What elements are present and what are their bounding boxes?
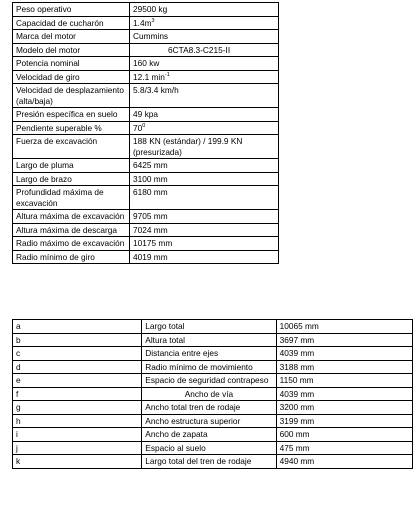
- spec-label: Velocidad de giro: [13, 70, 130, 84]
- spec-value-superscript: 0: [142, 122, 146, 129]
- table-row: [13, 159, 279, 173]
- dimension-value: 4039 mm: [276, 387, 412, 401]
- dimension-description: Radio mínimo de movimiento: [142, 360, 276, 374]
- dimension-description: Altura total: [142, 333, 276, 347]
- dimension-description: Espacio al suelo: [142, 441, 276, 455]
- dimension-code: f: [13, 387, 142, 401]
- dimension-value: 3188 mm: [276, 360, 412, 374]
- table-row: [13, 401, 413, 415]
- table-row: [13, 70, 279, 84]
- spec-value: 7024 mm: [130, 223, 279, 237]
- dimension-value: 3200 mm: [276, 401, 412, 415]
- table-row: [13, 30, 279, 44]
- dimension-code: b: [13, 333, 142, 347]
- spec-value: 4019 mm: [130, 250, 279, 264]
- spec-value: 6CTA8.3-C215-II: [130, 43, 279, 57]
- spec-label: Largo de pluma: [13, 159, 130, 173]
- dimension-value: 3697 mm: [276, 333, 412, 347]
- dimension-description: Ancho total tren de rodaje: [142, 401, 276, 415]
- spec-value: 6180 mm: [130, 186, 279, 210]
- spec-value-main: 70: [133, 122, 143, 133]
- spec-label: Capacidad de cucharón: [13, 16, 130, 30]
- spec-value: 3100 mm: [130, 172, 279, 186]
- dimension-code: a: [13, 320, 142, 334]
- table-row: [13, 333, 413, 347]
- dimensions-table: [12, 319, 413, 469]
- spec-value: Cummins: [130, 30, 279, 44]
- spec-label: Marca del motor: [13, 30, 130, 44]
- dimension-description: Espacio de seguridad contrapeso: [142, 374, 276, 388]
- spec-value: [130, 121, 279, 135]
- dimension-code: g: [13, 401, 142, 415]
- dimension-description: Largo total: [142, 320, 276, 334]
- table-row: [13, 121, 279, 135]
- spec-value: 6425 mm: [130, 159, 279, 173]
- specifications-table: [12, 2, 279, 264]
- spec-label: Modelo del motor: [13, 43, 130, 57]
- table-row: [13, 250, 279, 264]
- spec-label: Potencia nominal: [13, 57, 130, 71]
- dimension-code: j: [13, 441, 142, 455]
- table-row: [13, 172, 279, 186]
- dimension-code: c: [13, 347, 142, 361]
- dimension-value: 4940 mm: [276, 455, 412, 469]
- table-row: [13, 360, 413, 374]
- table-row: [13, 320, 413, 334]
- spec-label: Velocidad de desplazamiento (alta/baja): [13, 84, 130, 108]
- table-row: [13, 43, 279, 57]
- table-row: [13, 3, 279, 17]
- spec-value: 5.8/3.4 km/h: [130, 84, 279, 108]
- spec-label: Altura máxima de excavación: [13, 210, 130, 224]
- table-row: [13, 237, 279, 251]
- table-row: [13, 455, 413, 469]
- spec-value: 9705 mm: [130, 210, 279, 224]
- dimension-value: 4039 mm: [276, 347, 412, 361]
- dimension-value: 600 mm: [276, 428, 412, 442]
- dimension-value: 10065 mm: [276, 320, 412, 334]
- dimension-description: Ancho estructura superior: [142, 414, 276, 428]
- spec-label: Pendiente superable %: [13, 121, 130, 135]
- spec-value: 160 kw: [130, 57, 279, 71]
- spec-value-main: 12.1 min: [133, 71, 165, 82]
- spec-label: Peso operativo: [13, 3, 130, 17]
- table-row: [13, 108, 279, 122]
- spec-label: Radio mínimo de giro: [13, 250, 130, 264]
- spec-label: Fuerza de excavación: [13, 135, 130, 159]
- dimension-description: Ancho de zapata: [142, 428, 276, 442]
- dimension-value: 3199 mm: [276, 414, 412, 428]
- table-row: [13, 186, 279, 210]
- spec-value-main: 1.4m: [133, 17, 152, 28]
- table-row: [13, 210, 279, 224]
- table-row: [13, 84, 279, 108]
- dimension-description: Largo total del tren de rodaje: [142, 455, 276, 469]
- table-row: [13, 57, 279, 71]
- spec-value: 29500 kg: [130, 3, 279, 17]
- dimension-code: i: [13, 428, 142, 442]
- spec-value: 49 kpa: [130, 108, 279, 122]
- spec-value-superscript: -1: [164, 71, 170, 78]
- dimension-code: h: [13, 414, 142, 428]
- spec-label: Profundidad máxima de excavación: [13, 186, 130, 210]
- spec-label: Altura máxima de descarga: [13, 223, 130, 237]
- table-row: [13, 441, 413, 455]
- dimension-description: Distancia entre ejes: [142, 347, 276, 361]
- spec-value-superscript: 3: [151, 17, 155, 24]
- table-row: [13, 374, 413, 388]
- dimension-description: Ancho de vía: [142, 387, 276, 401]
- table-row: [13, 16, 279, 30]
- dimension-code: d: [13, 360, 142, 374]
- spec-label: Largo de brazo: [13, 172, 130, 186]
- spec-value: [130, 70, 279, 84]
- table-row: [13, 347, 413, 361]
- dimension-value: 475 mm: [276, 441, 412, 455]
- dimension-code: e: [13, 374, 142, 388]
- table-row: [13, 223, 279, 237]
- table-row: [13, 387, 413, 401]
- table-row: [13, 414, 413, 428]
- dimension-value: 1150 mm: [276, 374, 412, 388]
- spec-label: Radio máximo de excavación: [13, 237, 130, 251]
- spec-value: [130, 16, 279, 30]
- spec-label: Presión específica en suelo: [13, 108, 130, 122]
- dimension-code: k: [13, 455, 142, 469]
- spec-value: 10175 mm: [130, 237, 279, 251]
- spec-value: 188 KN (estándar) / 199.9 KN (presurizada): [130, 135, 279, 159]
- table-row: [13, 428, 413, 442]
- table-row: [13, 135, 279, 159]
